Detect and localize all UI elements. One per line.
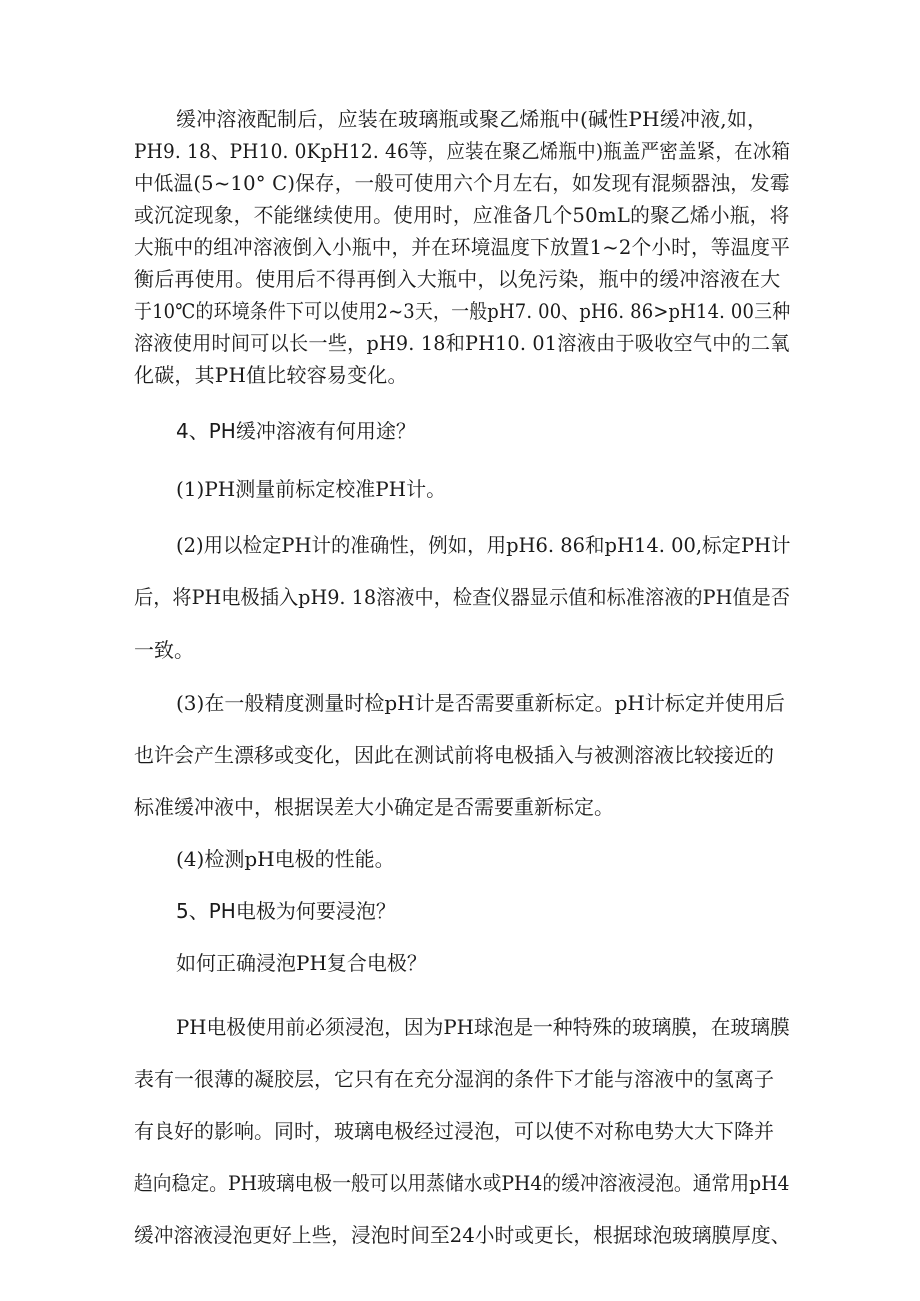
text-line: 也许会产生漂移或变化，因此在测试前将电极插入与被测溶液比较接近的 xyxy=(134,743,774,767)
text-line: 一致。 xyxy=(134,638,194,662)
text-line: 化碳，其PH值比较容易变化。 xyxy=(134,363,408,387)
text-line: 后，将PH电极插入pH9. 18溶液中，检查仪器显示值和标准溶液的PH值是否 xyxy=(134,585,790,609)
section-heading-4: 4、PH缓冲溶液有何用途？ xyxy=(176,419,416,443)
text-line: 于10℃的环境条件下可以使用2~3天，一般pH7. 00、pH6. 86>pH14. 00三种 xyxy=(134,299,791,323)
section-heading-5: 5、PH电极为何要浸泡？ xyxy=(176,899,396,923)
text-line: (2)用以检定PH计的准确性，例如，用pH6. 86和pH14. 00,标定PH计 xyxy=(176,533,791,557)
text-line: 中低温(5~10° C)保存，一般可使用六个月左右，如发现有混频器浊，发霉 xyxy=(134,171,790,195)
text-line: 趋向稳定。PH玻璃电极一般可以用蒸储水或PH4的缓冲溶液浸泡。通常用pH4 xyxy=(134,1171,790,1195)
text-line: 衡后再使用。使用后不得再倒入大瓶中，以免污染，瓶中的缓冲溶液在大 xyxy=(134,267,781,291)
text-line: 标准缓冲液中，根据误差大小确定是否需要重新标定。 xyxy=(134,795,614,819)
section-subheading-5: 如何正确浸泡PH复合电极？ xyxy=(176,951,427,975)
list-item-1: (1)PH测量前标定校准PH计。 xyxy=(176,477,447,501)
text-line: 有良好的影响。同时，玻璃电极经过浸泡，可以使不对称电势大大下降并 xyxy=(134,1119,774,1143)
text-line: 缓冲溶液浸泡更好上些，浸泡时间至24小时或更长，根据球泡玻璃膜厚度、 xyxy=(134,1223,791,1247)
text-line: 大瓶中的组冲溶液倒入小瓶中，并在环境温度下放置1~2个小时，等温度平 xyxy=(134,235,791,259)
text-line: PH电极使用前必须浸泡，因为PH球泡是一种特殊的玻璃膜，在玻璃膜 xyxy=(176,1015,790,1039)
text-line: (3)在一般精度测量时检pH计是否需要重新标定。pH计标定并使用后 xyxy=(176,691,785,715)
list-item-4: (4)检测pH电极的性能。 xyxy=(176,847,395,871)
text-line: PH9. 18、PH10. 0KpH12. 46等，应装在聚乙烯瓶中)瓶盖严密盖紧，在冰箱 xyxy=(134,139,791,163)
text-line: 或沉淀现象，不能继续使用。使用时，应准备几个50mL的聚乙烯小瓶，将 xyxy=(134,203,790,227)
text-line: 缓冲溶液配制后，应装在玻璃瓶或聚乙烯瓶中(碱性PH缓冲液,如， xyxy=(176,107,768,131)
text-line: 溶液使用时间可以长一些，pH9. 18和PH10. 01溶液由于吸收空气中的二氧 xyxy=(134,331,790,355)
text-line: 表有一很薄的凝胶层，它只有在充分湿润的条件下才能与溶液中的氢离子 xyxy=(134,1067,774,1091)
